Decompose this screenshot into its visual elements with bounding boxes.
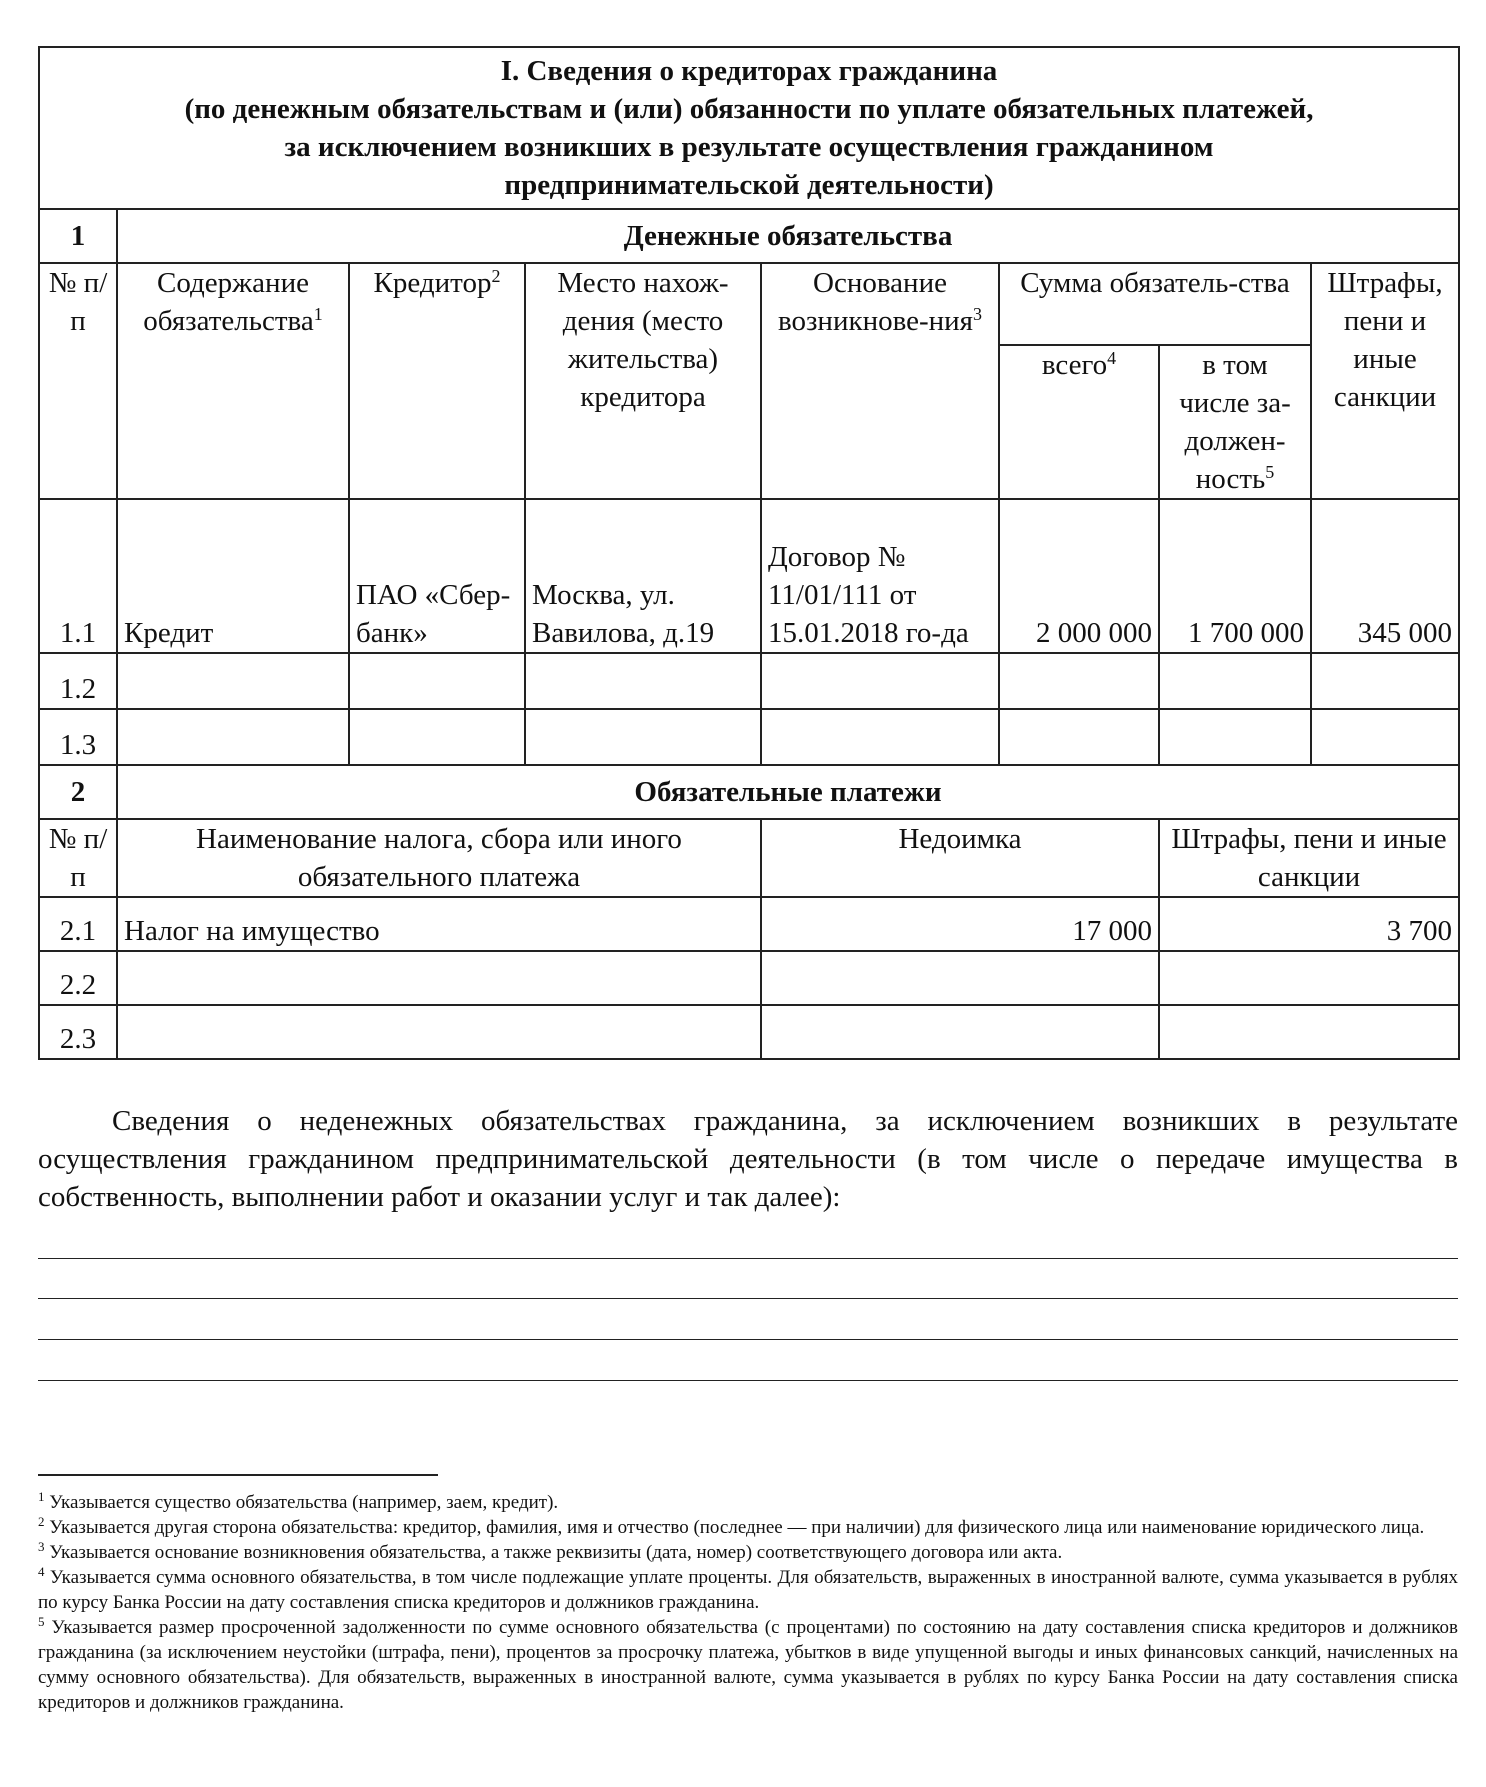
row-num: 1.2 bbox=[39, 653, 117, 709]
payment-row-num: 2.1 bbox=[39, 897, 117, 951]
row-basis[interactable] bbox=[761, 653, 999, 709]
row-total: 2 000 000 bbox=[999, 499, 1159, 653]
footnote-5: $^5$ Указывается размер просроченной задолженности по сумме основного обязательства (с процентами) по состоянию на дату составления списка кредиторов и должников гражданина (за исключением неустойки (штрафа, пени), процентов за просрочку платежа, убытков в виде упущенной выгоды и иных финансовых санкций, начисленных на сумму основного обязательства). Для обязательств, выраженных в иностранной валюте, сумма указывается в рублях по курсу Банка России на дату составления списка кредиторов и должников гражданина. bbox=[38, 1614, 1458, 1713]
payment-row-arrears[interactable] bbox=[761, 1005, 1159, 1059]
footnotes bbox=[38, 1490, 1458, 1715]
fill-in-line[interactable] bbox=[38, 1380, 1458, 1381]
monetary-section-number: 1 bbox=[39, 209, 117, 263]
footnote-separator bbox=[38, 1474, 438, 1476]
section-title-line-2: (по денежным обязательствам и (или) обязанности по уплате обязательных платежей, bbox=[184, 93, 1314, 125]
row-basis: Договор № 11/01/111 от 15.01.2018 го-да bbox=[761, 499, 999, 653]
header-basis: Основание возникнове-ния$^3$ bbox=[761, 263, 999, 499]
header-debt: в том числе за-должен-ность$^5$ bbox=[1159, 345, 1311, 499]
row-debt[interactable] bbox=[1159, 653, 1311, 709]
footnote-3: $^3$ Указывается основание возникновения обязательства, а также реквизиты (дата, номер) соответствующего договора или акта. bbox=[38, 1539, 1063, 1563]
table-row bbox=[39, 1005, 1459, 1059]
table-row bbox=[39, 653, 1459, 709]
table-row bbox=[39, 499, 1459, 653]
payments-header-name: Наименование налога, сбора или иного обязательного платежа bbox=[117, 819, 761, 897]
creditors-form bbox=[38, 46, 1458, 1060]
payment-row-fines: 3 700 bbox=[1159, 897, 1459, 951]
monetary-section-title: Денежные обязательства bbox=[117, 209, 1459, 263]
payment-row-num: 2.2 bbox=[39, 951, 117, 1005]
header-fines: Штрафы, пени и иные санкции bbox=[1311, 263, 1459, 499]
row-fines[interactable] bbox=[1311, 709, 1459, 765]
section-title-line-3: за исключением возникших в результате осуществления гражданином bbox=[284, 131, 1214, 163]
payments-header-num: № п/п bbox=[39, 819, 117, 897]
payment-row-name: Налог на имущество bbox=[117, 897, 761, 951]
row-fines: 345 000 bbox=[1311, 499, 1459, 653]
row-debt[interactable] bbox=[1159, 709, 1311, 765]
header-total: всего$^4$ bbox=[999, 345, 1159, 499]
payment-row-fines[interactable] bbox=[1159, 951, 1459, 1005]
section-title-line-1: I. Сведения о кредиторах гражданина bbox=[500, 55, 998, 87]
fill-in-line[interactable] bbox=[38, 1339, 1458, 1340]
header-sum: Сумма обязатель-ства bbox=[999, 263, 1311, 345]
section-title-line-4: предпринимательской деятельности) bbox=[504, 169, 994, 201]
section-title bbox=[39, 47, 1459, 209]
row-creditor[interactable] bbox=[349, 653, 525, 709]
payment-row-arrears[interactable] bbox=[761, 951, 1159, 1005]
header-num: № п/п bbox=[39, 263, 117, 499]
row-creditor[interactable] bbox=[349, 709, 525, 765]
table-row bbox=[39, 709, 1459, 765]
payment-row-num: 2.3 bbox=[39, 1005, 117, 1059]
row-basis[interactable] bbox=[761, 709, 999, 765]
row-content[interactable] bbox=[117, 709, 349, 765]
payments-header-fines: Штрафы, пени и иные санкции bbox=[1159, 819, 1459, 897]
table-row bbox=[39, 897, 1459, 951]
footnote-2: $^2$ Указывается другая сторона обязательства: кредитор, фамилия, имя и отчество (последнее — при наличии) для физического лица или наименование юридического лица. bbox=[38, 1514, 1425, 1538]
header-content: Содержание обязательства$^1$ bbox=[117, 263, 349, 499]
payment-row-name[interactable] bbox=[117, 1005, 761, 1059]
row-content[interactable] bbox=[117, 653, 349, 709]
payments-header-arrears: Недоимка bbox=[761, 819, 1159, 897]
row-num: 1.3 bbox=[39, 709, 117, 765]
footnote-1: $^1$ Указывается существо обязательства (например, заем, кредит). bbox=[38, 1489, 559, 1513]
row-location[interactable] bbox=[525, 709, 761, 765]
row-creditor: ПАО «Сбер-банк» bbox=[349, 499, 525, 653]
header-creditor: Кредитор$^2$ bbox=[349, 263, 525, 499]
footnote-4: $^4$ Указывается сумма основного обязательства, в том числе подлежащие уплате проценты. Для обязательств, выраженных в иностранной валюте, сумма указывается в рублях по курсу Банка России на дату составления списка кредиторов и должников гражданина. bbox=[38, 1564, 1458, 1613]
header-location: Место нахож-дения (место жительства) кредитора bbox=[525, 263, 761, 499]
payments-section-number: 2 bbox=[39, 765, 117, 819]
row-location: Москва, ул. Вавилова, д.19 bbox=[525, 499, 761, 653]
row-total[interactable] bbox=[999, 709, 1159, 765]
payment-row-name[interactable] bbox=[117, 951, 761, 1005]
row-content: Кредит bbox=[117, 499, 349, 653]
row-num: 1.1 bbox=[39, 499, 117, 653]
table-row bbox=[39, 951, 1459, 1005]
row-debt: 1 700 000 bbox=[1159, 499, 1311, 653]
row-location[interactable] bbox=[525, 653, 761, 709]
row-total[interactable] bbox=[999, 653, 1159, 709]
fill-in-line[interactable] bbox=[38, 1258, 1458, 1259]
payment-row-arrears: 17 000 bbox=[761, 897, 1159, 951]
payment-row-fines[interactable] bbox=[1159, 1005, 1459, 1059]
fill-in-line[interactable] bbox=[38, 1298, 1458, 1299]
creditors-table bbox=[38, 46, 1460, 1060]
row-fines[interactable] bbox=[1311, 653, 1459, 709]
non-monetary-obligations-text: Сведения о неденежных обязательствах гражданина, за исключением возникших в результате осуществления гражданином предпринимательской деятельности (в том числе о передаче имущества в собственность, выполнении работ и оказании услуг и так далее): bbox=[38, 1105, 1458, 1213]
payments-section-title: Обязательные платежи bbox=[117, 765, 1459, 819]
